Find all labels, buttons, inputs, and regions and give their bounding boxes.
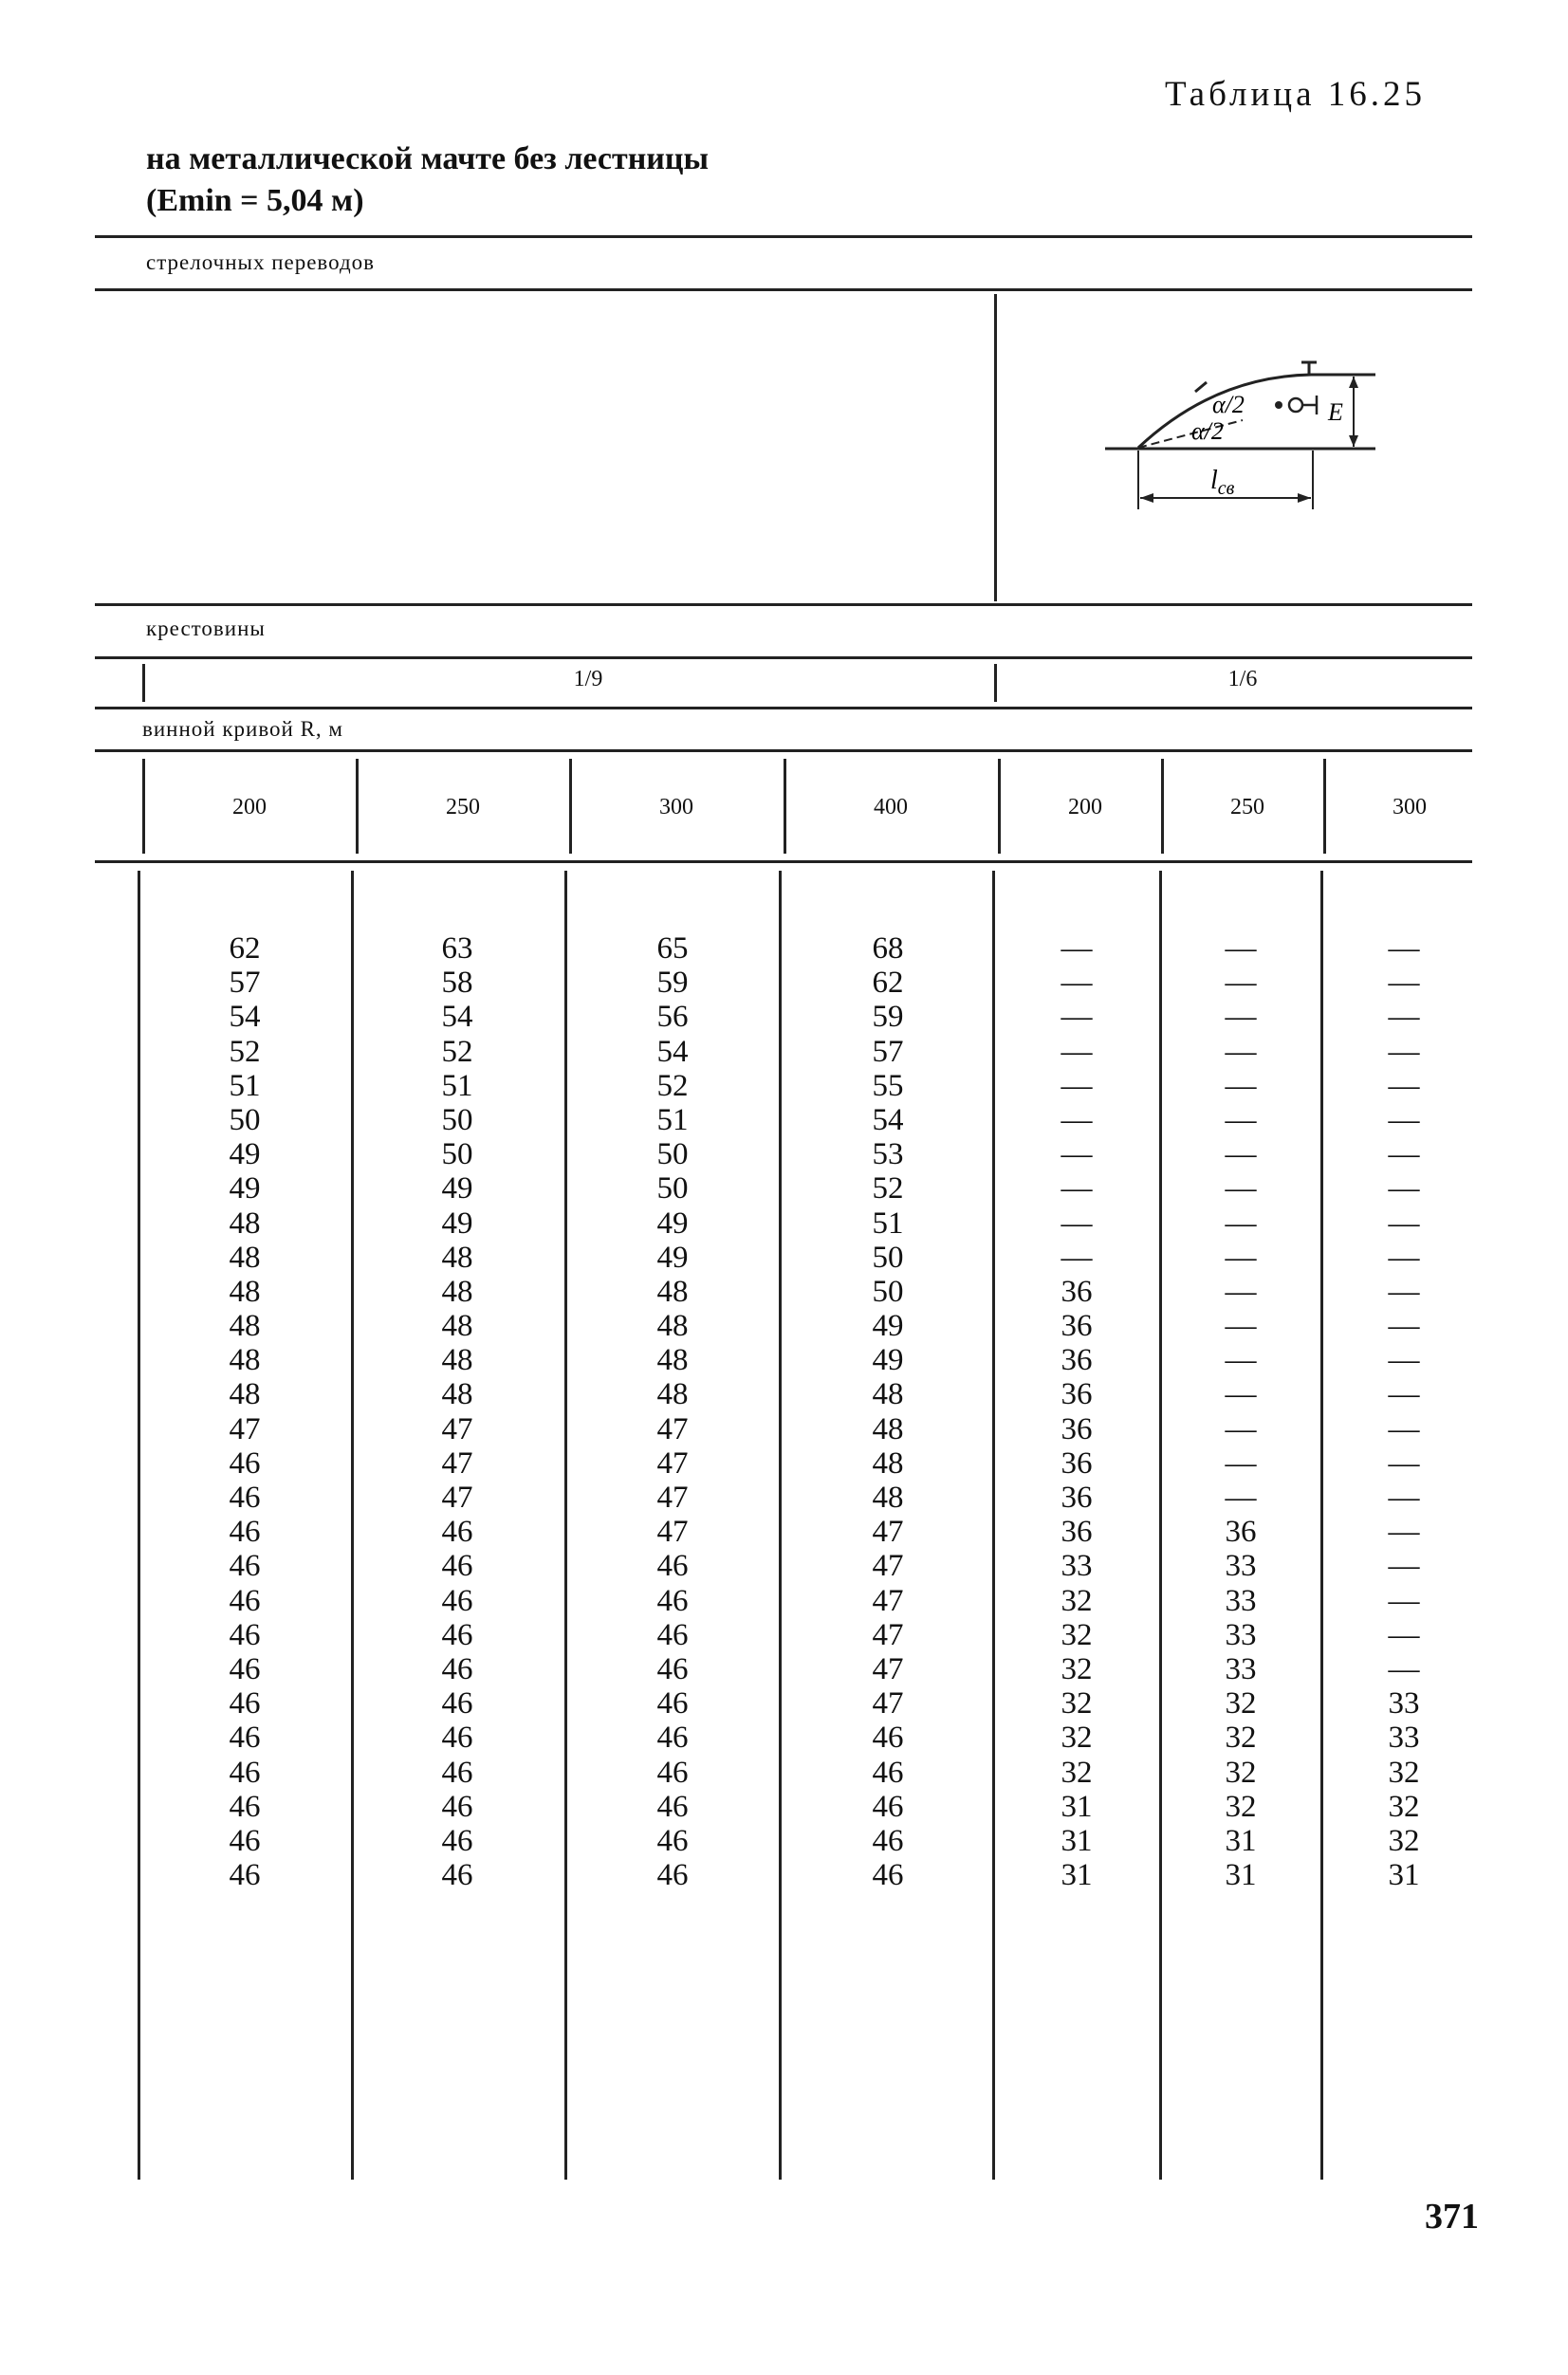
table-cell: 48 [229, 1343, 261, 1378]
table-cell: — [1388, 1171, 1420, 1206]
table-cell: 47 [872, 1617, 904, 1652]
title-line-2: (Emin = 5,04 м) [146, 183, 364, 218]
table-cell: 51 [656, 1102, 689, 1137]
table-cell: 46 [229, 1445, 261, 1481]
table-cell: — [1061, 1206, 1093, 1241]
table-cell: 46 [229, 1651, 261, 1686]
body-vline-1 [138, 871, 140, 2180]
table-cell: — [1225, 1068, 1257, 1103]
table-cell: 46 [441, 1823, 473, 1858]
table-cell: 32 [1061, 1721, 1093, 1756]
table-cell: 48 [872, 1481, 904, 1515]
label-lcv: $l_{св}$ [1210, 466, 1235, 499]
group-label-1-9: 1/9 [573, 667, 603, 691]
table-cell: 46 [656, 1583, 689, 1618]
header-vline-7 [1323, 759, 1326, 854]
group-label-1-6: 1/6 [1227, 667, 1258, 691]
table-cell: 49 [229, 1171, 261, 1206]
table-cell: 57 [872, 1034, 904, 1069]
table-cell: — [1225, 1445, 1257, 1481]
table-cell: — [1225, 1034, 1257, 1069]
table-cell: — [1388, 1411, 1420, 1446]
table-cell: 32 [1225, 1721, 1257, 1756]
body-vline-7 [1320, 871, 1323, 2180]
table-cell: 47 [656, 1515, 689, 1550]
table-cell: 54 [441, 1000, 473, 1035]
body-vline-6 [1159, 871, 1162, 2180]
table-cell: 36 [1061, 1445, 1093, 1481]
table-cell: 36 [1225, 1515, 1257, 1550]
table-cell: 47 [656, 1411, 689, 1446]
table-cell: 48 [229, 1274, 261, 1309]
table-cell: 46 [656, 1789, 689, 1824]
table-cell: 49 [229, 1137, 261, 1172]
table-cell: 54 [872, 1102, 904, 1137]
table-cell: 36 [1061, 1377, 1093, 1412]
table-cell: 31 [1061, 1823, 1093, 1858]
table-cell: 46 [656, 1617, 689, 1652]
table-cell: 48 [872, 1377, 904, 1412]
diagram-divider [994, 294, 997, 601]
table-cell: 47 [441, 1481, 473, 1515]
table-cell: 31 [1388, 1858, 1420, 1893]
table-cell: 36 [1061, 1274, 1093, 1309]
rule-6 [95, 749, 1472, 752]
table-cell: 46 [441, 1686, 473, 1721]
table-cell: 46 [872, 1823, 904, 1858]
table-cell: 50 [441, 1137, 473, 1172]
table-cell: 48 [872, 1445, 904, 1481]
body-vline-3 [564, 871, 567, 2180]
table-cell: 46 [229, 1686, 261, 1721]
table-cell: — [1388, 1206, 1420, 1241]
table-cell: 52 [656, 1068, 689, 1103]
table-cell: 32 [1225, 1686, 1257, 1721]
table-cell: 56 [656, 1000, 689, 1035]
table-cell: — [1388, 1034, 1420, 1069]
data-column [400, 931, 514, 1892]
label-switches: стрелочных переводов [146, 250, 376, 274]
table-cell: — [1388, 1102, 1420, 1137]
table-cell: 32 [1061, 1617, 1093, 1652]
table-cell: 46 [229, 1858, 261, 1893]
table-cell: 62 [229, 931, 261, 966]
table-cell: 50 [656, 1171, 689, 1206]
table-cell: 46 [229, 1789, 261, 1824]
table-cell: 31 [1061, 1858, 1093, 1893]
table-cell: — [1388, 1651, 1420, 1686]
table-cell: 36 [1061, 1411, 1093, 1446]
table-cell: 62 [872, 966, 904, 1001]
table-cell: 49 [872, 1343, 904, 1378]
table-cell: — [1225, 966, 1257, 1001]
body-vline-5 [992, 871, 995, 2180]
table-cell: 46 [441, 1515, 473, 1550]
data-column [616, 931, 729, 1892]
table-cell: 48 [656, 1309, 689, 1344]
table-cell: 49 [656, 1206, 689, 1241]
table-cell: 46 [441, 1789, 473, 1824]
table-cell: — [1225, 931, 1257, 966]
column-header: 300 [1393, 795, 1427, 819]
table-cell: 46 [229, 1755, 261, 1790]
table-cell: — [1388, 1445, 1420, 1481]
table-cell: 58 [441, 966, 473, 1001]
table-cell: — [1388, 1309, 1420, 1344]
table-cell: 46 [229, 1583, 261, 1618]
table-cell: — [1225, 1411, 1257, 1446]
table-cell: — [1225, 1102, 1257, 1137]
label-crossings: крестовины [146, 617, 266, 640]
table-cell: 32 [1225, 1789, 1257, 1824]
table-cell: 48 [441, 1274, 473, 1309]
table-cell: 57 [229, 966, 261, 1001]
table-cell: 46 [229, 1617, 261, 1652]
table-cell: 36 [1061, 1515, 1093, 1550]
table-cell: 46 [441, 1549, 473, 1584]
table-cell: — [1388, 1240, 1420, 1275]
table-cell: — [1061, 1102, 1093, 1137]
table-cell: 32 [1061, 1755, 1093, 1790]
table-cell: 46 [656, 1755, 689, 1790]
data-column [1347, 931, 1461, 1892]
table-cell: 32 [1388, 1789, 1420, 1824]
table-cell: 46 [441, 1583, 473, 1618]
table-cell: 48 [656, 1377, 689, 1412]
rule-7 [95, 860, 1472, 863]
table-cell: 33 [1225, 1549, 1257, 1584]
column-header: 300 [659, 795, 693, 819]
table-cell: 47 [872, 1651, 904, 1686]
table-cell: — [1388, 1068, 1420, 1103]
table-cell: 32 [1388, 1755, 1420, 1790]
table-cell: 52 [872, 1171, 904, 1206]
table-cell: 52 [441, 1034, 473, 1069]
table-cell: 48 [872, 1411, 904, 1446]
rule-4 [95, 656, 1472, 659]
table-cell: 46 [656, 1823, 689, 1858]
table-cell: 47 [872, 1686, 904, 1721]
table-cell: 33 [1225, 1617, 1257, 1652]
column-header: 200 [1068, 795, 1102, 819]
table-cell: 50 [872, 1274, 904, 1309]
table-cell: — [1388, 1617, 1420, 1652]
table-cell: 46 [656, 1549, 689, 1584]
table-cell: 48 [229, 1240, 261, 1275]
table-cell: 48 [441, 1343, 473, 1378]
rule-3 [95, 603, 1472, 606]
body-vline-4 [779, 871, 782, 2180]
table-cell: 46 [872, 1858, 904, 1893]
table-cell: 48 [229, 1309, 261, 1344]
table-cell: 47 [229, 1411, 261, 1446]
table-cell: 46 [441, 1755, 473, 1790]
table-cell: 46 [872, 1755, 904, 1790]
table-cell: 50 [656, 1137, 689, 1172]
table-cell: — [1225, 1240, 1257, 1275]
table-cell: — [1061, 1137, 1093, 1172]
table-cell: 47 [441, 1445, 473, 1481]
table-title [146, 138, 709, 222]
table-cell: 47 [872, 1515, 904, 1550]
header-vline-1 [142, 759, 145, 854]
table-cell: — [1061, 966, 1093, 1001]
table-cell: 47 [872, 1583, 904, 1618]
table-cell: 48 [229, 1377, 261, 1412]
table-cell: 32 [1061, 1583, 1093, 1618]
data-column [1020, 931, 1134, 1892]
table-cell: 31 [1225, 1823, 1257, 1858]
header-vline-6 [1161, 759, 1164, 854]
table-cell: — [1061, 1068, 1093, 1103]
data-column [831, 931, 945, 1892]
table-cell: 54 [229, 1000, 261, 1035]
column-header: 200 [232, 795, 267, 819]
table-cell: 47 [656, 1481, 689, 1515]
table-cell: 48 [441, 1377, 473, 1412]
table-cell: — [1225, 1000, 1257, 1035]
table-cell: 36 [1061, 1309, 1093, 1344]
table-cell: — [1225, 1137, 1257, 1172]
table-cell: 50 [441, 1102, 473, 1137]
table-cell: 49 [441, 1206, 473, 1241]
table-cell: — [1225, 1343, 1257, 1378]
column-header: 250 [1230, 795, 1264, 819]
table-cell: 46 [229, 1481, 261, 1515]
group-divider [994, 664, 997, 702]
table-cell: 33 [1225, 1651, 1257, 1686]
table-cell: 63 [441, 931, 473, 966]
table-cell: 46 [656, 1686, 689, 1721]
table-cell: 47 [872, 1549, 904, 1584]
table-cell: 49 [656, 1240, 689, 1275]
table-cell: 31 [1225, 1858, 1257, 1893]
table-cell: 36 [1061, 1343, 1093, 1378]
table-cell: 50 [229, 1102, 261, 1137]
table-cell: — [1388, 1343, 1420, 1378]
data-column [1184, 931, 1298, 1892]
table-cell: — [1388, 966, 1420, 1001]
table-cell: 33 [1061, 1549, 1093, 1584]
rule-top [95, 235, 1472, 238]
header-vline-4 [784, 759, 786, 854]
table-number: Таблица 16.25 [1165, 75, 1426, 114]
table-cell: — [1225, 1377, 1257, 1412]
table-cell: 48 [656, 1274, 689, 1309]
table-cell: — [1388, 1000, 1420, 1035]
table-cell: — [1225, 1206, 1257, 1241]
table-cell: 33 [1388, 1721, 1420, 1756]
table-cell: 50 [872, 1240, 904, 1275]
header-vline-3 [569, 759, 572, 854]
table-cell: — [1061, 1240, 1093, 1275]
table-cell: — [1388, 931, 1420, 966]
table-cell: 46 [656, 1858, 689, 1893]
header-vline-2 [356, 759, 359, 854]
table-cell: 46 [872, 1721, 904, 1756]
table-cell: 46 [229, 1823, 261, 1858]
table-cell: 49 [441, 1171, 473, 1206]
table-cell: 55 [872, 1068, 904, 1103]
table-cell: 59 [656, 966, 689, 1001]
label-curve-radius: винной кривой R, м [142, 717, 343, 741]
table-cell: — [1061, 931, 1093, 966]
table-cell: 59 [872, 1000, 904, 1035]
table-cell: 52 [229, 1034, 261, 1069]
header-vline-5 [998, 759, 1001, 854]
table-cell: 65 [656, 931, 689, 966]
table-cell: 32 [1225, 1755, 1257, 1790]
label-alpha-bottom: α/2 [1191, 417, 1224, 445]
table-cell: 46 [872, 1789, 904, 1824]
column-header: 400 [874, 795, 908, 819]
table-cell: 53 [872, 1137, 904, 1172]
table-cell: 51 [229, 1068, 261, 1103]
table-cell: — [1225, 1481, 1257, 1515]
table-cell: 46 [441, 1617, 473, 1652]
rule-2 [95, 288, 1472, 291]
table-cell: 31 [1061, 1789, 1093, 1824]
table-cell: 33 [1225, 1583, 1257, 1618]
page-number: 371 [1425, 2197, 1479, 2237]
table-cell: 36 [1061, 1481, 1093, 1515]
table-cell: — [1388, 1481, 1420, 1515]
table-cell: 47 [656, 1445, 689, 1481]
table-cell: 32 [1061, 1651, 1093, 1686]
table-cell: 46 [441, 1721, 473, 1756]
table-cell: 46 [441, 1858, 473, 1893]
table-cell: 51 [441, 1068, 473, 1103]
table-cell: — [1225, 1171, 1257, 1206]
table-cell: 32 [1061, 1686, 1093, 1721]
table-cell: 48 [441, 1309, 473, 1344]
table-cell: 46 [656, 1721, 689, 1756]
table-cell: — [1388, 1549, 1420, 1584]
table-cell: — [1388, 1515, 1420, 1550]
table-cell: 48 [441, 1240, 473, 1275]
table-cell: 33 [1388, 1686, 1420, 1721]
body-vline-2 [351, 871, 354, 2180]
table-cell: 51 [872, 1206, 904, 1241]
table-cell: 46 [441, 1651, 473, 1686]
table-cell: — [1388, 1137, 1420, 1172]
table-cell: 48 [229, 1206, 261, 1241]
column-header: 250 [446, 795, 480, 819]
table-cell: — [1225, 1309, 1257, 1344]
rule-5 [95, 707, 1472, 709]
table-cell: 46 [229, 1549, 261, 1584]
switch-geometry-diagram [1100, 337, 1385, 517]
data-column [188, 931, 302, 1892]
table-cell: 46 [229, 1515, 261, 1550]
table-cell: — [1225, 1274, 1257, 1309]
table-cell: 54 [656, 1034, 689, 1069]
table-cell: 48 [656, 1343, 689, 1378]
table-cell: 49 [872, 1309, 904, 1344]
table-cell: — [1388, 1377, 1420, 1412]
table-cell: — [1388, 1583, 1420, 1618]
table-cell: 46 [656, 1651, 689, 1686]
table-cell: — [1061, 1171, 1093, 1206]
table-cell: — [1388, 1274, 1420, 1309]
group-left-bar [142, 664, 145, 702]
table-cell: — [1061, 1000, 1093, 1035]
label-E: E [1328, 398, 1343, 426]
label-alpha-top: α/2 [1212, 391, 1245, 418]
table-cell: — [1061, 1034, 1093, 1069]
title-line-1: на металлической мачте без лестницы [146, 141, 710, 176]
table-cell: 47 [441, 1411, 473, 1446]
table-cell: 68 [872, 931, 904, 966]
table-cell: 32 [1388, 1823, 1420, 1858]
table-cell: 46 [229, 1721, 261, 1756]
